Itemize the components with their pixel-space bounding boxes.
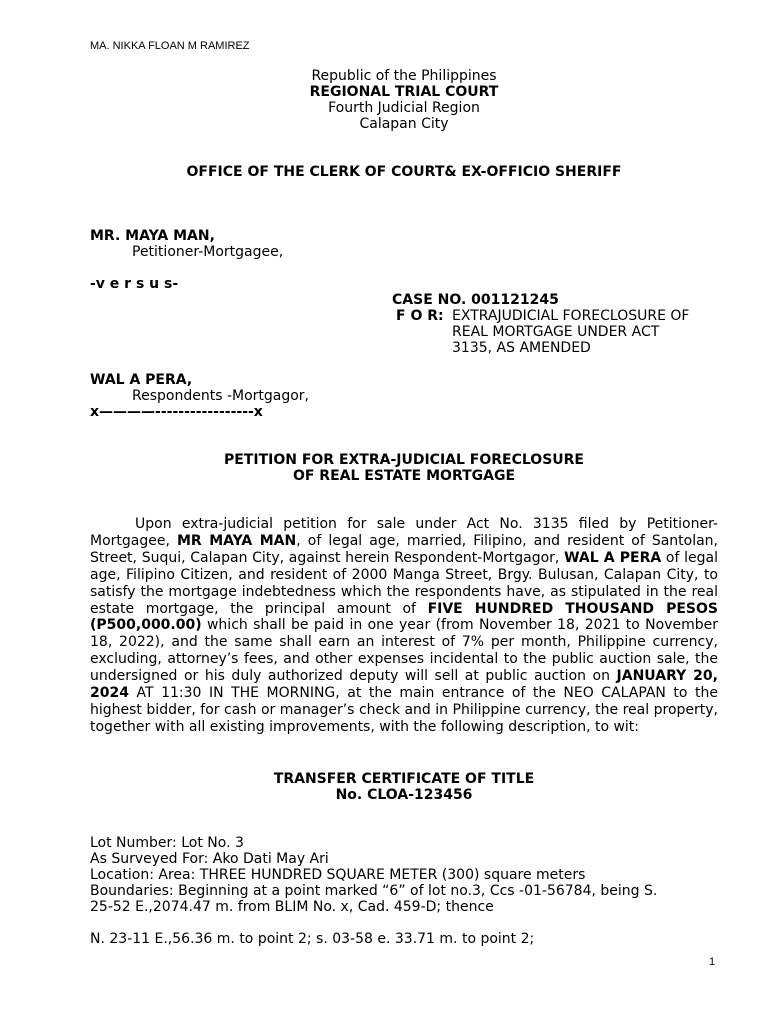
body-text-3: of legal age, Filipino Citizen, and resident of 2000 Manga Street, Brgy. Bulusan, Calapan City, to satisfy the mortgage indebtedness which the respondents have, as stipulated in the real estate mortgage, the principal amount of (90, 549, 718, 617)
lot-traverse: N. 23-11 E.,56.36 m. to point 2; s. 03-58 e. 33.71 m. to point 2; (90, 931, 535, 947)
body-text-4: which shall be paid in one year (from November 18, 2021 to November 18, 2022), and the same shall earn an interest of 7% per month, Philippine currency, excluding, attorney’s fees, and other expenses incidental to the public auction sale, the undersigned or his duly authorized deputy will sell at public auction on (90, 617, 718, 685)
tct-title-line-2: No. CLOA-123456 (335, 787, 473, 803)
body-bold-petitioner: MR MAYA MAN (177, 532, 297, 549)
body-bold-amount: FIVE HUNDRED THOUSAND PESOS (P500,000.00) (90, 600, 718, 634)
lot-boundaries-1: Boundaries: Beginning at a point marked “6” of lot no.3, Ccs -01-56784, being S. (90, 883, 658, 899)
court-city: Calapan City (359, 116, 449, 132)
petition-title-line-2: OF REAL ESTATE MORTGAGE (292, 468, 516, 484)
office-heading: OFFICE OF THE CLERK OF COURT& EX-OFFICIO SHERIFF (186, 164, 622, 180)
petition-title-line-1: PETITION FOR EXTRA-JUDICIAL FORECLOSURE (223, 452, 584, 468)
body-paragraph (90, 516, 718, 736)
respondent-name: WAL A PERA, (90, 372, 193, 388)
case-for-label: F O R: (396, 308, 444, 324)
respondent-role: Respondents -Mortgagor, (132, 388, 310, 404)
versus-label: -v e r s u s- (90, 276, 179, 292)
case-number: CASE NO. 001121245 (392, 292, 559, 308)
lot-number: Lot Number: Lot No. 3 (90, 835, 244, 851)
case-for-line-2: REAL MORTGAGE UNDER ACT (452, 324, 660, 340)
petitioner-name: MR. MAYA MAN, (90, 228, 215, 244)
court-name: REGIONAL TRIAL COURT (309, 84, 499, 100)
lot-surveyed-for: As Surveyed For: Ako Dati May Ari (90, 851, 329, 867)
tct-title-line-1: TRANSFER CERTIFICATE OF TITLE (273, 771, 535, 787)
body-text-5: AT 11:30 IN THE MORNING, at the main entrance of the NEO CALAPAN to the highest bidder, for cash or manager’s check and in Philippine currency, the real property, together with all existing improvements, with the following description, to wit: (90, 685, 718, 735)
caption-separator: x————-----------------x (90, 404, 263, 420)
body-bold-respondent: WAL A PERA (564, 549, 662, 566)
case-for-line-3: 3135, AS AMENDED (452, 340, 591, 356)
author-header: MA. NIKKA FLOAN M RAMIREZ (90, 40, 250, 52)
petitioner-role: Petitioner-Mortgagee, (132, 244, 284, 260)
body-text-1: Upon extra-judicial petition for sale under Act No. 3135 filed by Petitioner-Mortgagee, (90, 516, 718, 549)
case-for-line-1: EXTRAJUDICIAL FORECLOSURE OF (452, 308, 690, 324)
lot-location: Location: Area: THREE HUNDRED SQUARE METER (300) square meters (90, 867, 586, 883)
court-region: Fourth Judicial Region (328, 100, 480, 116)
court-republic: Republic of the Philippines (311, 68, 497, 84)
lot-boundaries-2: 25-52 E.,2074.47 m. from BLIM No. x, Cad. 459-D; thence (90, 899, 494, 915)
page-number: 1 (709, 956, 716, 968)
body-text-2: , of legal age, married, Filipino, and resident of Santolan, Street, Suqui, Calapan City, against herein Respondent-Mortgagor, (90, 532, 719, 566)
body-bold-auction-date: JANUARY 20, 2024 (90, 668, 718, 702)
